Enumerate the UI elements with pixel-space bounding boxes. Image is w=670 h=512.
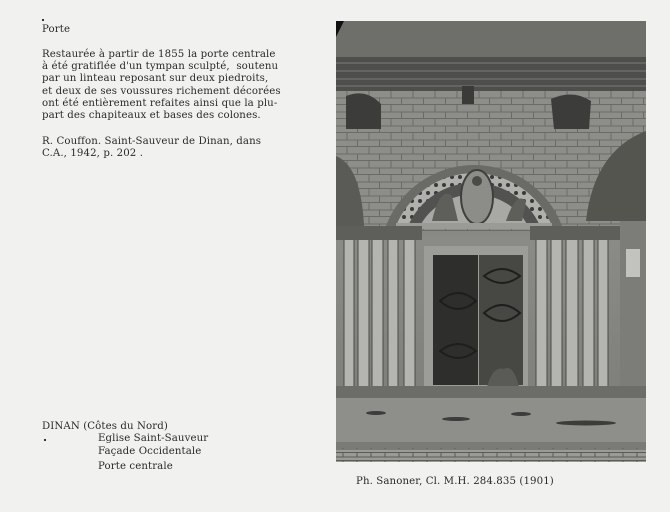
right-wall: [620, 221, 646, 391]
wall-plaque: [626, 249, 640, 277]
cobblestones: [336, 448, 646, 462]
reference-line: R. Couffon. Saint-Sauveur de Dinan, dans: [42, 136, 262, 147]
card-title: Porte: [42, 24, 71, 35]
curb: [336, 442, 646, 448]
door-leaf-left: [433, 255, 478, 385]
location-subject: Porte centrale: [98, 461, 173, 472]
bullet-mark: [44, 439, 46, 441]
photograph-portal: [336, 21, 646, 462]
description-line: et deux de ses voussures richement décorées: [42, 85, 281, 97]
description-line: à été gratiflée d'un tympan sculpté, soutenu: [42, 61, 279, 73]
description-line: part des chapiteaux et bases des colones.: [42, 110, 261, 122]
door-step: [336, 386, 646, 398]
pavement: [336, 398, 646, 442]
reference-line: C.A., 1942, p. 202 .: [42, 148, 144, 160]
description: [42, 49, 281, 122]
corbel-head: [462, 86, 474, 104]
description-line: Restaurée à partir de 1855 la porte centrale: [42, 49, 276, 60]
capitals-right: [530, 226, 620, 240]
location-building: Eglise Saint-Sauveur: [98, 433, 209, 444]
upper-masonry: [336, 21, 646, 57]
description-line: ont été entièrement refaites ainsi que la plu-: [42, 97, 278, 109]
lion-sculpture-right: [551, 94, 591, 129]
location-town: DINAN (Côtes du Nord): [42, 421, 168, 432]
photo-credit: Ph. Sanoner, Cl. M.H. 284.835 (1901): [356, 476, 554, 487]
bibliographic-reference: [42, 136, 261, 160]
capitals-left: [336, 226, 422, 240]
bullet-mark: [42, 19, 44, 21]
location-part: Façade Occidentale: [98, 446, 202, 457]
description-line: par un linteau reposant sur deux piedroits,: [42, 73, 269, 85]
